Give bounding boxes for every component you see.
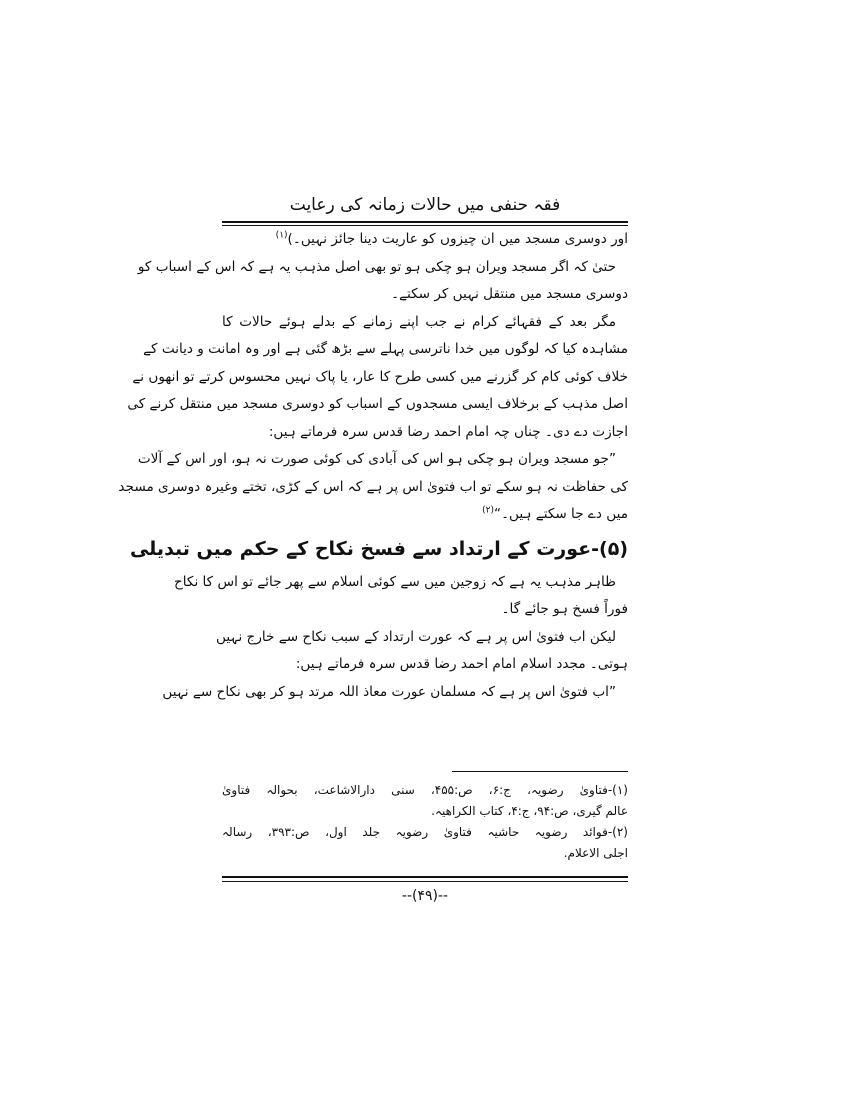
footnote-line: عالم گیری، ص:۹۴، ج:۴، کتاب الکراھیہ. [431, 804, 628, 818]
quote-line [222, 501, 628, 529]
footnote-line: اجلی الاعلام. [563, 846, 628, 860]
body-line: دوسری مسجد میں منتقل نہیں کر سکتے۔ [391, 286, 628, 302]
body-line-text: اور دوسری مسجد میں ان چیزوں کو عاریت دینا جائز نہیں۔) [287, 231, 628, 247]
footnote-reference-2: (۲) [482, 505, 495, 516]
body-line: خلاف کوئی کام کر گزرنے میں کسی طرح کا عار، یا پاک نہیں محسوس کرتے تو انھوں نے [132, 368, 628, 385]
quote-line-text: میں دے جا سکتے ہیں۔“ [494, 506, 628, 522]
footnote-line: (۱)-فتاویٰ رضویہ، ج:۶، ص:۴۵۵، سنی دارالاشاعت، بحوالہ فتاویٰ [222, 783, 628, 797]
quote-line: ”جو مسجد ویران ہو چکی ہو اس کی آبادی کی کوئی صورت نہ ہو، اور اس کے آلات [137, 451, 616, 467]
section-line: ظاہر مذہب یہ ہے کہ زوجین میں سے کوئی اسلام سے پھر جائے تو اس کا نکاح [174, 573, 616, 590]
quote-line: کی حفاظت نہ ہو سکے تو اب فتویٰ اس پر ہے کہ اس کے کڑی، تختے وغیرہ دوسری مسجد [118, 478, 628, 495]
footnote-line: (۲)-فوائد رضویہ حاشیہ فتاویٰ رضویہ جلد اول، ص:۳۹۳، رسالہ [222, 825, 628, 839]
page-number: --(۴۹)-- [401, 888, 449, 904]
body-line: اجازت دے دی۔ چناں چہ امام احمد رضا قدس سرہ فرماتے ہیں: [268, 423, 628, 440]
body-text [118, 226, 628, 706]
body-line: مگر بعد کے فقہائے کرام نے جب اپنے زمانے کے بدلے ہوئے حالات کا [222, 313, 616, 330]
body-line: اصل مذہب کے برخلاف ایسی مسجدوں کے اسباب کو دوسری مسجد میں منتقل کرنے کی [127, 396, 628, 412]
body-line: مشاہدہ کیا کہ لوگوں میں خدا ناترسی پہلے سے بڑھ گئی ہے اور وہ امانت و دیانت کے [143, 341, 628, 357]
header-rule-thick [222, 221, 628, 223]
section-line: فوراً فسخ ہو جائے گا۔ [501, 601, 628, 617]
quote-line: ”اب فتویٰ اس پر ہے کہ مسلمان عورت معاذ اللہ مرتد ہو کر بھی نکاح سے نہیں [162, 683, 616, 700]
footnote-separator [452, 771, 628, 772]
footnote-reference-1: (۱) [275, 230, 288, 241]
body-line [222, 226, 628, 254]
section-line: ہوتی۔ مجدد اسلام امام احمد رضا قدس سرہ فرماتے ہیں: [295, 656, 628, 672]
footnotes [222, 780, 628, 864]
footer-rule-thick [222, 876, 628, 878]
section-line: لیکن اب فتویٰ اس پر ہے کہ عورت ارتداد کے سبب نکاح سے خارج نہیں [216, 628, 616, 645]
body-line: حتیٰ کہ اگر مسجد ویران ہو چکی ہو تو بھی اصل مذہب یہ ہے کہ اس کے اسباب کو [137, 258, 616, 275]
section-heading: (۵)-عورت کے ارتداد سے فسخ نکاح کے حکم میں تبدیلی [129, 537, 628, 560]
footer-rule-thin [222, 881, 628, 882]
running-header-title: فقہ حنفی میں حالات زمانہ کی رعایت [289, 195, 561, 215]
